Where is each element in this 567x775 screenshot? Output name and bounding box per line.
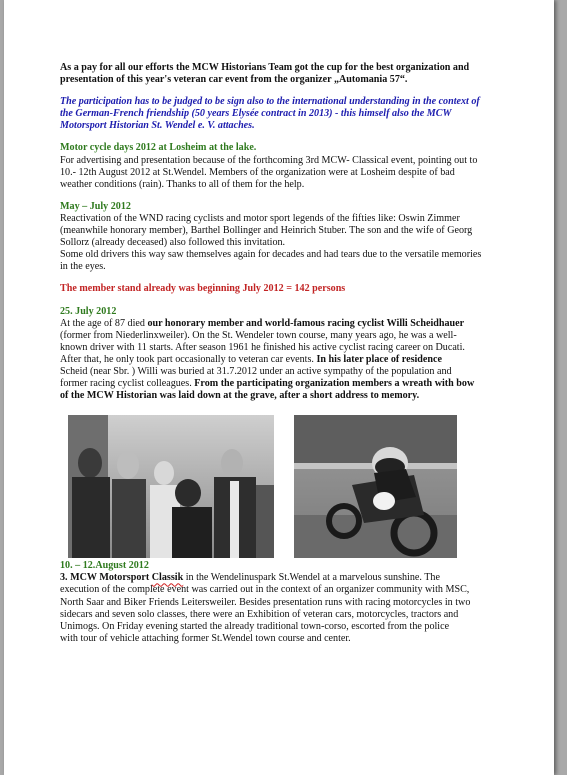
august-line-2: execution of the complete event was carried out in the context of an organizer community with MSC, [60,584,470,596]
friendship-note-line-1: The participation has to be judged to be sign also to the international understanding in the context of [60,96,480,108]
may-july-line-5: in the eyes. [60,261,106,273]
july-25-line-6 [60,378,520,390]
july-25-line-1a: At the age of 87 died [60,317,148,329]
july-25-line-4b: In his later place of residence [316,353,442,365]
racing-motorcycle-photo [294,415,457,558]
july-25-line-3: known driver with 11 starts. After season 1961 he finished his active cyclist racing career on Ducati. [60,341,465,353]
august-line-1c: in the Wendelinuspark St.Wendel at a marvelous sunshine. The [183,572,440,584]
may-july-line-1: Reactivation of the WND racing cyclists and motor sport legends of the fifties like: Oswin Zimmer [60,212,460,224]
friendship-note-line-2: the German-French friendship (50 years Elysée contract in 2013) - this himself also the MCW [60,108,452,120]
document-body [60,62,520,645]
may-july-line-2: (meanwhile honorary member), Barthel Bollinger and Heinrich Stuber. The son and the wife of Georg [60,225,473,237]
losheim-line-3: weather conditions (rain). Thanks to all of them for the help. [60,178,305,190]
photo-row [60,415,520,560]
july-25-heading: 25. July 2012 [60,305,117,317]
member-stand: The member stand already was beginning July 2012 = 142 persons [60,283,346,295]
july-25-line-1b: our honorary member and world-famous racing cyclist Willi Scheidhauer [147,317,465,329]
august-line-6: with tour of vehicle attaching former St.Wendel town course and center. [60,632,351,644]
intro-line-1: As a pay for all our efforts the MCW Historians Team got the cup for the best organization and [60,62,470,73]
july-25-line-4 [60,354,520,366]
august-line-5: Unimogs. On Friday evening started the already traditional town-corso, escorted from the police [60,620,450,632]
losheim-line-2: 10.- 12th August 2012 at St.Wendel. Members of the organization were at Losheim despite of bad [60,166,455,178]
august-line-1b: Classik [151,572,184,584]
august-heading: 10. – 12.August 2012 [60,560,149,572]
july-25-line-5: Scheid (near Sbr. ) Willi was buried at 31.7.2012 under an active sympathy of the population and [60,365,452,377]
losheim-line-1: For advertising and presentation because of the forthcoming 3rd MCW- Classical event, pointing out to [60,154,478,166]
july-25-line-1 [60,318,520,330]
document-page [4,0,554,775]
august-line-3: North Saar and Biker Friends Leitersweiler. Besides presentation runs with racing motorcycles in two [60,596,471,608]
august-line-1 [60,572,520,584]
august-line-4: sidecars and seven solo classes, there were an Exhibition of veteran cars, motorcycles, tractors and [60,608,459,620]
may-july-line-3: Sollorz (already deceased) also followed this invitation. [60,237,286,249]
july-25-line-2: (former from Niederlinxweiler). On the St. Wendeler town course, many years ago, he was a well- [60,329,457,341]
july-25-line-7: of the MCW Historian was laid down at the grave, after a short address to memory. [60,390,420,402]
may-july-heading: May – July 2012 [60,200,131,212]
friendship-note-line-3: Motorsport Historian St. Wendel e. V. attaches. [60,120,255,132]
august-line-1a: 3. MCW Motorsport [60,572,152,584]
group-photo [68,415,274,558]
july-25-line-6a: former racing cyclist colleagues. [60,378,195,390]
may-july-line-4: Some old drivers this way saw themselves again for decades and had tears due to the versatile memories [60,249,482,261]
july-25-line-6b: From the participating organization members a wreath with bow [194,378,475,390]
losheim-heading: Motor cycle days 2012 at Losheim at the lake. [60,142,257,154]
intro-line-2: presentation of this year's veteran car event from the organizer „Automania 57“. [60,74,408,86]
july-25-line-4a: After that, he only took part occasionally to veteran car events. [60,353,317,365]
